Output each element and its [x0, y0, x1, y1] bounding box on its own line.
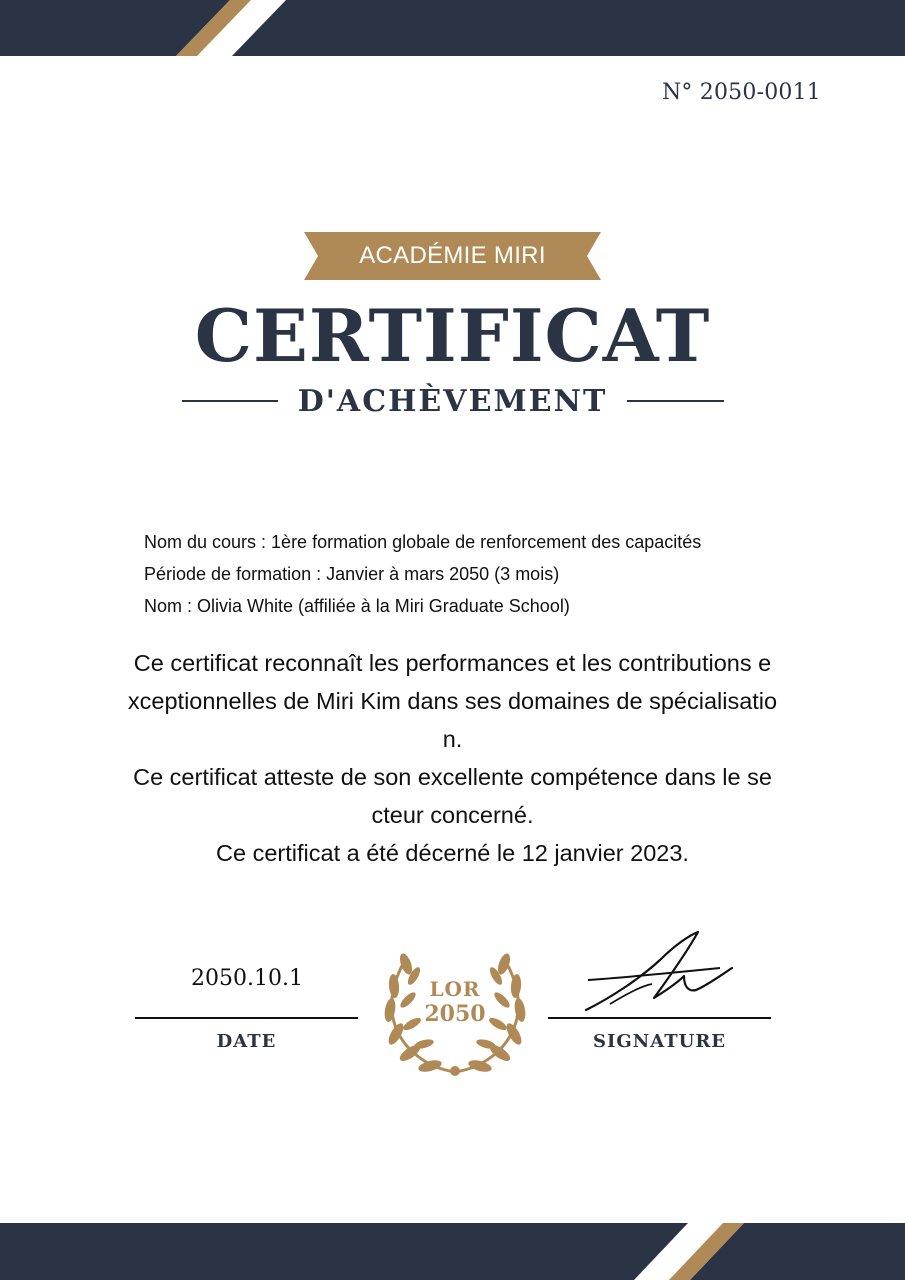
handwritten-signature [580, 928, 740, 1014]
statement-line: Ce certificat atteste de son excellente compétence dans le se [133, 764, 772, 790]
issuer-ribbon [304, 232, 601, 280]
statement-line: Ce certificat reconnaît les performances et les contributions e [133, 650, 772, 676]
date-value: 2050.10.1 [191, 966, 303, 991]
course-details [144, 526, 784, 622]
statement-line: cteur concerné. [371, 802, 534, 828]
course-name-row: Nom du cours : 1ère formation globale de renforcement des capacités [144, 532, 702, 552]
bottom-decor-band [0, 1223, 905, 1280]
certificate-subtitle: D'ACHÈVEMENT [297, 384, 608, 419]
emblem-text-line1: LOR [429, 977, 481, 1001]
date-label: DATE [216, 1031, 277, 1052]
laurel-emblem [380, 950, 530, 1080]
recipient-name-row: Nom : Olivia White (affiliée à la Miri Graduate School) [144, 596, 570, 616]
signature-underline [548, 1017, 771, 1019]
issuer-name: ACADÉMIE MIRI [359, 242, 546, 269]
top-decor-band [0, 0, 905, 56]
certificate-number: N° 2050-0011 [661, 80, 821, 105]
certificate-statement [95, 644, 810, 872]
statement-line: n. [442, 726, 463, 752]
emblem-text-line2: 2050 [424, 1001, 486, 1027]
certificate-title: CERTIFICAT [194, 293, 711, 378]
statement-line: Ce certificat a été décerné le 12 janvier 2023. [216, 840, 689, 866]
signature-label: SIGNATURE [593, 1031, 726, 1052]
training-period-row: Période de formation : Janvier à mars 2050 (3 mois) [144, 564, 560, 584]
statement-line: xceptionnelles de Miri Kim dans ses domaines de spécialisatio [127, 688, 778, 714]
date-underline [135, 1017, 358, 1019]
subtitle-divider-right [627, 400, 724, 402]
